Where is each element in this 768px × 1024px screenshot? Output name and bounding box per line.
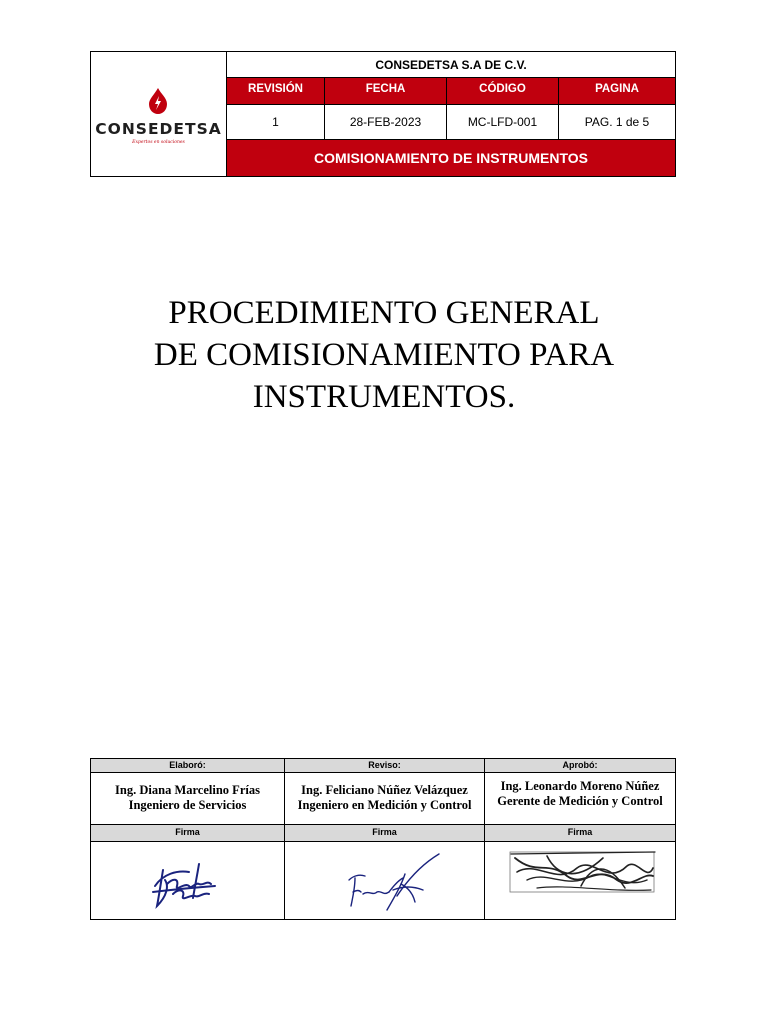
header-labels-row (227, 78, 675, 104)
label-codigo: CÓDIGO (447, 78, 559, 104)
main-title-line-1: PROCEDIMIENTO GENERAL (168, 295, 600, 331)
signature-table (90, 758, 676, 920)
reviso-signature (285, 842, 485, 919)
reviso-name: Ing. Feliciano Núñez Velázquez (301, 783, 468, 797)
logo-text: CONSEDETSA (95, 120, 222, 138)
document-subject: COMISIONAMIENTO DE INSTRUMENTOS (227, 140, 675, 176)
value-pagina: PAG. 1 de 5 (584, 115, 650, 129)
flame-icon (146, 88, 170, 114)
aprobo-label: Aprobó: (485, 759, 675, 772)
firma-label-row (91, 825, 675, 842)
aprobo-firma-label: Firma (485, 825, 675, 841)
elaboro-cell (91, 773, 285, 824)
aprobo-name: Ing. Leonardo Moreno Núñez (500, 779, 660, 793)
signature-header-row (91, 759, 675, 773)
label-fecha: FECHA (325, 78, 447, 104)
document-header (90, 51, 676, 177)
signature-names-row (91, 773, 675, 825)
value-codigo: MC-LFD-001 (447, 105, 559, 139)
elaboro-firma-label: Firma (91, 825, 285, 841)
elaboro-signature (91, 842, 285, 919)
signature-image-row (91, 842, 675, 919)
reviso-role: Ingeniero en Medición y Control (297, 798, 472, 812)
elaboro-role: Ingeniero de Servicios (128, 798, 247, 812)
reviso-label: Reviso: (285, 759, 485, 772)
reviso-firma-label: Firma (285, 825, 485, 841)
main-title-line-2: DE COMISIONAMIENTO PARA (153, 337, 615, 373)
signature-drawing-reviso (343, 850, 443, 916)
logo-tagline: Expertos en soluciones (132, 140, 185, 145)
company-name: CONSEDETSA S.A DE C.V. (227, 52, 675, 78)
signature-drawing-elaboro (149, 856, 219, 912)
reviso-cell (285, 773, 485, 824)
header-values-row (227, 104, 675, 140)
elaboro-label: Elaboró: (91, 759, 285, 772)
aprobo-role: Gerente de Medición y Control (497, 794, 663, 808)
company-logo (91, 52, 227, 176)
value-fecha: 28-FEB-2023 (325, 105, 447, 139)
label-pagina: PAGINA (595, 83, 639, 95)
elaboro-name: Ing. Diana Marcelino Frías (115, 783, 260, 797)
label-revision: REVISIÓN (227, 78, 325, 104)
signature-drawing-aprobo (507, 846, 657, 898)
main-title-line-3: INSTRUMENTOS. (252, 379, 516, 415)
aprobo-signature (485, 842, 675, 919)
main-title (100, 292, 668, 418)
value-revision: 1 (227, 105, 325, 139)
aprobo-cell (485, 773, 675, 824)
